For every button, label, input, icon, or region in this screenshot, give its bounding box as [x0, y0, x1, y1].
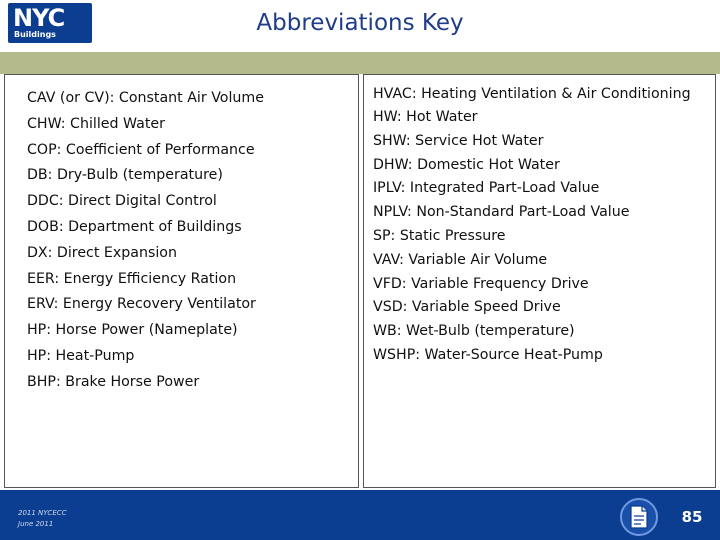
right-abbreviations-panel [363, 74, 716, 488]
document-icon[interactable] [620, 498, 658, 536]
list-item: VAV: Variable Air Volume [373, 251, 548, 268]
list-item: DX: Direct Expansion [27, 244, 177, 261]
list-item: CAV (or CV): Constant Air Volume [27, 90, 264, 106]
list-item: CHW: Chilled Water [27, 115, 165, 132]
page-number: 85 [681, 508, 703, 526]
list-item: VFD: Variable Frequency Drive [373, 275, 589, 292]
footer-band [0, 490, 720, 540]
list-item: COP: Coefficient of Performance [27, 141, 255, 158]
list-item: HP: Horse Power (Nameplate) [27, 322, 238, 339]
list-item: ERV: Energy Recovery Ventilator [27, 296, 256, 313]
footer-line-2: June 2011 [18, 520, 54, 528]
logo-main-text: NYC [13, 4, 65, 32]
slide-header [0, 0, 720, 52]
nyc-buildings-logo [8, 3, 92, 43]
list-item: NPLV: Non-Standard Part-Load Value [373, 204, 630, 221]
list-item: SHW: Service Hot Water [373, 132, 544, 149]
logo-sub-text: Buildings [14, 30, 56, 39]
list-item: DOB: Department of Buildings [27, 218, 242, 235]
list-item: IPLV: Integrated Part-Load Value [373, 180, 600, 197]
slide-title: Abbreviations Key [256, 10, 464, 36]
right-abbreviations-list [373, 84, 708, 368]
list-item: DDC: Direct Digital Control [27, 193, 217, 210]
footer-source [18, 508, 67, 530]
header-band [0, 52, 720, 74]
footer-line-1: 2011 NYCECC [18, 509, 67, 517]
list-item: WB: Wet-Bulb (temperature) [373, 323, 575, 340]
list-item: SP: Static Pressure [373, 227, 506, 244]
document-icon-glyph [629, 505, 649, 529]
list-item: EER: Energy Efficiency Ration [27, 270, 237, 287]
left-abbreviations-panel [4, 74, 359, 488]
list-item: WSHP: Water-Source Heat-Pump [373, 346, 603, 363]
list-item: HW: Hot Water [373, 109, 478, 125]
list-item: DHW: Domestic Hot Water [373, 156, 560, 173]
list-item: VSD: Variable Speed Drive [373, 299, 561, 316]
list-item: HP: Heat-Pump [27, 347, 135, 364]
left-abbreviations-list [27, 86, 352, 396]
list-item: BHP: Brake Horse Power [27, 373, 200, 390]
list-item: HVAC: Heating Ventilation & Air Conditioning [373, 86, 691, 102]
list-item: DB: Dry-Bulb (temperature) [27, 167, 223, 184]
